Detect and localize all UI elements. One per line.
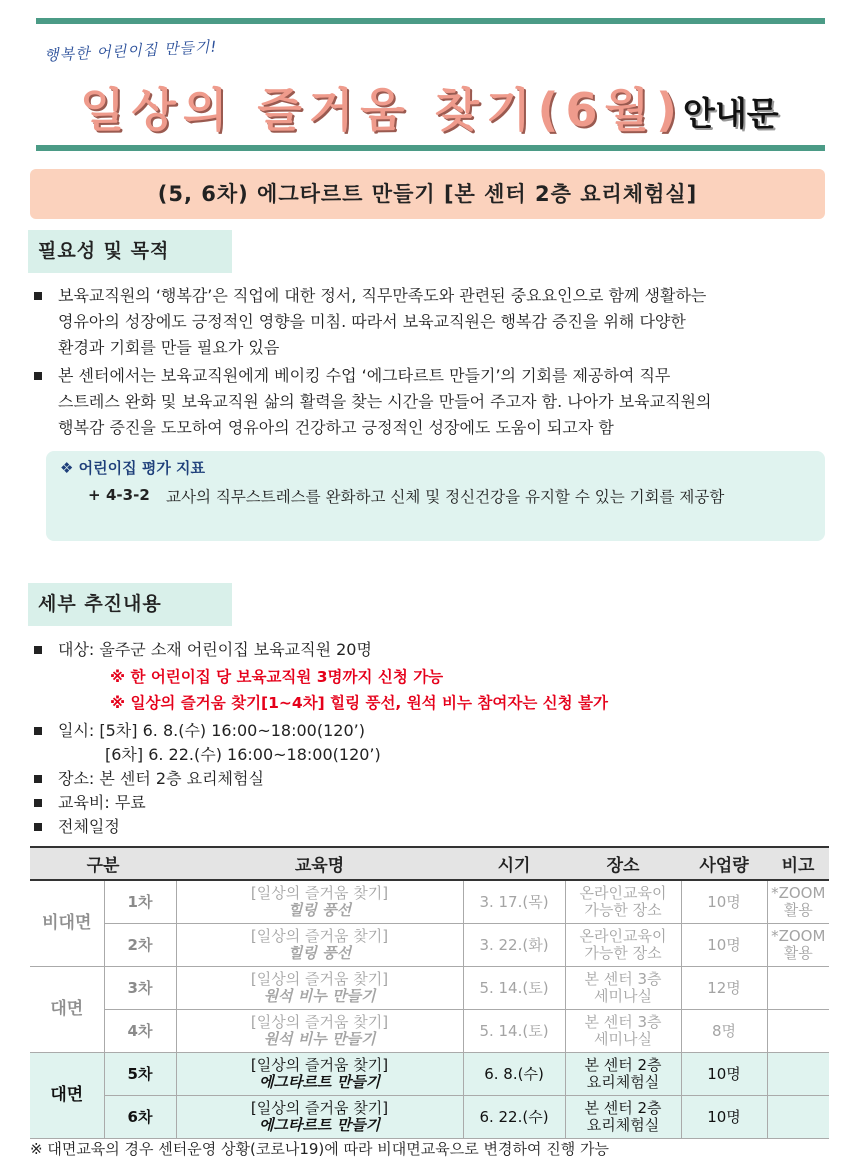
session-place xyxy=(565,1096,681,1139)
course-title: [일상의 즐거움 찾기] xyxy=(250,1056,389,1074)
header-date: 시기 xyxy=(463,847,565,880)
tagline: 행복한 어린이집 만들기! xyxy=(43,37,218,65)
table-row xyxy=(30,1053,829,1096)
course-name xyxy=(176,967,463,1010)
session-quantity: 8명 xyxy=(681,1010,767,1053)
notice-exclusion: ※ 일상의 즐거움 찾기[1~4차] 힐링 풍선, 원석 비누 참여자는 신청 불가 xyxy=(110,694,608,712)
course-name xyxy=(176,880,463,924)
session-place xyxy=(565,924,681,967)
place-line: 요리체험실 xyxy=(586,1073,660,1091)
place-line: 가능한 장소 xyxy=(584,901,662,919)
course-subtitle: 원석 비누 만들기 xyxy=(263,1030,376,1048)
bullet-icon xyxy=(34,646,42,654)
paragraph-line: 보육교직원의 ‘행복감’은 직업에 대한 정서, 직무만족도와 관련된 중요요인으로 함께 생활하는 xyxy=(58,286,707,305)
course-subtitle: 힐링 풍선 xyxy=(287,944,352,962)
session-note xyxy=(767,1096,829,1139)
target-line: 대상: 울주군 소재 어린이집 보육교직원 20명 xyxy=(58,640,372,659)
session-place xyxy=(565,1010,681,1053)
group-label: 비대면 xyxy=(30,880,104,967)
session-note xyxy=(767,880,829,924)
session-date: 6. 22.(수) xyxy=(463,1096,565,1139)
session-number: 3차 xyxy=(104,967,176,1010)
table-row xyxy=(30,1096,829,1139)
place-line: 온라인교육이 xyxy=(579,884,667,902)
place-line: 본 센터 3층 xyxy=(584,1013,662,1031)
top-divider xyxy=(36,18,825,24)
section-heading-details: 세부 추진내용 xyxy=(28,583,232,626)
bullet-icon xyxy=(34,727,42,735)
session-number: 1차 xyxy=(104,880,176,924)
table-row xyxy=(30,1010,829,1053)
page-title-suffix: 안내문 xyxy=(683,94,779,133)
place-line: 세미나실 xyxy=(594,1030,652,1048)
course-name xyxy=(176,1010,463,1053)
evaluation-code: 4-3-2 xyxy=(106,486,150,504)
note-line: *ZOOM xyxy=(771,884,826,902)
group-label: 대면 xyxy=(30,967,104,1053)
course-subtitle: 원석 비누 만들기 xyxy=(263,987,376,1005)
place-line: 본 센터 2층 xyxy=(584,1056,662,1074)
session-number: 2차 xyxy=(104,924,176,967)
course-title: [일상의 즐거움 찾기] xyxy=(250,1099,389,1117)
session-note xyxy=(767,1053,829,1096)
purpose-paragraph-2 xyxy=(58,363,831,441)
bullet-icon xyxy=(34,799,42,807)
paragraph-line: 행복감 증진을 도모하여 영유아의 건강하고 긍정적인 성장에도 도움이 되고자 함 xyxy=(58,418,614,437)
course-name xyxy=(176,924,463,967)
bullet-icon xyxy=(34,292,42,300)
footnote: ※ 대면교육의 경우 센터운영 상황(코로나19)에 따라 비대면교육으로 변경하여 진행 가능 xyxy=(30,1140,609,1158)
session-place xyxy=(565,1053,681,1096)
session-quantity: 12명 xyxy=(681,967,767,1010)
course-title: [일상의 즐거움 찾기] xyxy=(250,884,389,902)
table-header-row xyxy=(30,847,829,880)
session-number: 4차 xyxy=(104,1010,176,1053)
group-label: 대면 xyxy=(30,1053,104,1139)
session-note xyxy=(767,924,829,967)
header-note: 비고 xyxy=(767,847,829,880)
session-date: 5. 14.(토) xyxy=(463,967,565,1010)
session-number: 5차 xyxy=(104,1053,176,1096)
date-line-2: [6차] 6. 22.(수) 16:00~18:00(120’) xyxy=(105,745,381,764)
session-number: 6차 xyxy=(104,1096,176,1139)
paragraph-line: 본 센터에서는 보육교직원에게 베이킹 수업 ‘에그타르트 만들기’의 기회를 제공하여 직무 xyxy=(58,366,671,385)
schedule-table xyxy=(30,846,829,1139)
program-banner: (5, 6차) 에그타르트 만들기 [본 센터 2층 요리체험실] xyxy=(30,169,825,219)
session-quantity: 10명 xyxy=(681,1053,767,1096)
session-place xyxy=(565,880,681,924)
section-heading-purpose: 필요성 및 목적 xyxy=(28,230,232,273)
course-subtitle: 에그타르트 만들기 xyxy=(258,1073,381,1091)
course-name xyxy=(176,1096,463,1139)
purpose-paragraph-1 xyxy=(58,283,831,361)
session-note xyxy=(767,967,829,1010)
session-date: 6. 8.(수) xyxy=(463,1053,565,1096)
evaluation-text: 교사의 직무스트레스를 완화하고 신체 및 정신건강을 유지할 수 있는 기회를 제공함 xyxy=(166,488,725,506)
session-quantity: 10명 xyxy=(681,880,767,924)
place-line: 본 센터 2층 xyxy=(584,1099,662,1117)
session-place xyxy=(565,967,681,1010)
bullet-icon xyxy=(34,775,42,783)
header-course: 교육명 xyxy=(176,847,463,880)
header-category: 구분 xyxy=(30,847,176,880)
course-name xyxy=(176,1053,463,1096)
notice-limit: ※ 한 어린이집 당 보육교직원 3명까지 신청 가능 xyxy=(110,668,444,686)
place-line: 온라인교육이 xyxy=(579,927,667,945)
plus-icon: + xyxy=(88,486,101,504)
session-quantity: 10명 xyxy=(681,1096,767,1139)
fee-line: 교육비: 무료 xyxy=(58,793,146,812)
course-title: [일상의 즐거움 찾기] xyxy=(250,970,389,988)
header-quantity: 사업량 xyxy=(681,847,767,880)
page-title: 일상의 즐거움 찾기(6월) xyxy=(80,83,685,137)
paragraph-line: 스트레스 완화 및 보육교직원 삶의 활력을 찾는 시간을 만들어 주고자 함. 나아가 보육교직원의 xyxy=(58,392,712,411)
session-date: 3. 17.(목) xyxy=(463,880,565,924)
bullet-icon xyxy=(34,372,42,380)
course-subtitle: 힐링 풍선 xyxy=(287,901,352,919)
header-divider xyxy=(36,145,825,151)
place-line: 장소: 본 센터 2층 요리체험실 xyxy=(58,769,264,788)
place-line: 세미나실 xyxy=(594,987,652,1005)
bullet-icon xyxy=(34,823,42,831)
session-quantity: 10명 xyxy=(681,924,767,967)
table-row xyxy=(30,880,829,924)
note-line: 활용 xyxy=(783,901,813,919)
note-line: *ZOOM xyxy=(771,927,826,945)
session-note xyxy=(767,1010,829,1053)
paragraph-line: 환경과 기회를 만들 필요가 있음 xyxy=(58,338,280,357)
course-title: [일상의 즐거움 찾기] xyxy=(250,1013,389,1031)
note-line: 활용 xyxy=(783,944,813,962)
header-place: 장소 xyxy=(565,847,681,880)
place-line: 요리체험실 xyxy=(586,1116,660,1134)
schedule-label: 전체일정 xyxy=(58,817,120,836)
session-date: 3. 22.(화) xyxy=(463,924,565,967)
evaluation-title: ❖ 어린이집 평가 지표 xyxy=(60,459,206,477)
table-row xyxy=(30,924,829,967)
place-line: 가능한 장소 xyxy=(584,944,662,962)
date-line-1: 일시: [5차] 6. 8.(수) 16:00~18:00(120’) xyxy=(58,721,365,740)
session-date: 5. 14.(토) xyxy=(463,1010,565,1053)
course-title: [일상의 즐거움 찾기] xyxy=(250,927,389,945)
course-subtitle: 에그타르트 만들기 xyxy=(258,1116,381,1134)
place-line: 본 센터 3층 xyxy=(584,970,662,988)
table-row xyxy=(30,967,829,1010)
paragraph-line: 영유아의 성장에도 긍정적인 영향을 미침. 따라서 보육교직원은 행복감 증진을 위해 다양한 xyxy=(58,312,686,331)
